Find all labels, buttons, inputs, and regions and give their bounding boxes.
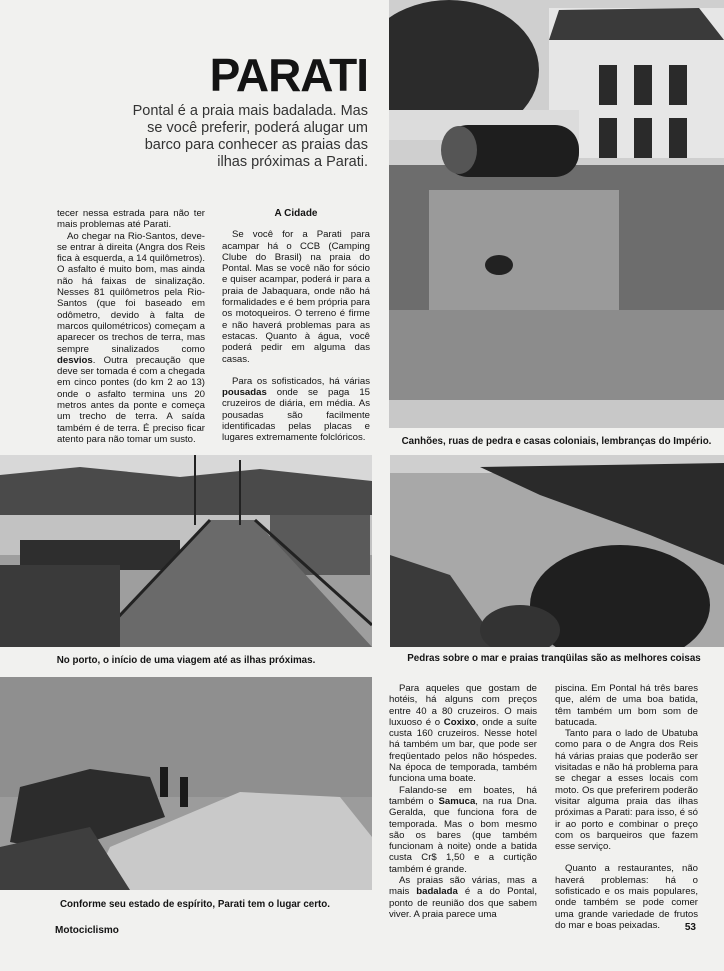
photo-coast xyxy=(0,677,372,890)
paragraph xyxy=(222,376,370,444)
text-run: . Outra precaução que deve ser tomada é com a chegada em cinco pontes (do km 2 ao 13) onde o asfalto termina uns 20 metros antes da ponte e começa um trecho de terra. A saída também é de terra. É preciso ficar atento para não tomar um susto. xyxy=(57,354,205,445)
photo-cannon xyxy=(389,0,724,428)
text-run: é a do Pontal, ponto de reunião dos que sabem viver. A praia parece uma xyxy=(389,886,537,920)
photo-rocks xyxy=(390,455,724,647)
text-run: Para aqueles que gostam de hotéis, há alguns com preços entre 40 a 80 cruzeiros. O mais luxuoso é o xyxy=(389,683,537,728)
text-run: , na rua Dna. Geralda, que funciona fora de temporada. Mas o bom mesmo são os bares (que também funcionam à noite) onde a batida custa Cr$ 1,50 e a curtição também é grande. xyxy=(389,795,537,875)
paragraph xyxy=(57,231,205,446)
bold-term: Samuca xyxy=(438,795,476,807)
caption-port: No porto, o início de uma viagem até as ilhas próximas. xyxy=(56,655,316,666)
caption-coast: Conforme seu estado de espírito, Parati tem o lugar certo. xyxy=(59,899,331,910)
text-run: Ao chegar na Rio-Santos, deve-se entrar à direita (Angra dos Reis fica à esquerda, a 14 quilômetros). O asfalto é muito bom, mas ainda não há faixas de sinalização. Nesses 81 quilômetros pela Rio-Santos (que foi baseado em odômetro, devido à falta de marcos quilométricos) começam a aparecer os trechos de terra, mas sempre sinalizados como xyxy=(57,230,205,355)
article-deck: Pontal é a praia mais badalada. Mas se você preferir, poderá alugar um barco para conhecer as praias das ilhas próximas a Parati. xyxy=(132,103,368,170)
paragraph xyxy=(389,785,537,875)
photo-port xyxy=(0,455,372,647)
bold-term: Coxixo xyxy=(443,716,476,728)
text-run: Falando-se em boates, há também o xyxy=(389,784,537,807)
text-column-4 xyxy=(555,683,698,931)
text-column-3 xyxy=(389,683,537,920)
section-heading: A Cidade xyxy=(274,208,318,219)
page-number: 53 xyxy=(684,922,696,933)
magazine-name: Motociclismo xyxy=(55,925,119,936)
text-run: Para os sofisticados, há várias xyxy=(232,375,370,387)
caption-cannon: Canhões, ruas de pedra e casas coloniais, lembranças do Império. xyxy=(401,436,712,447)
paragraph: Se você for a Parati para acampar há o CCB (Camping Clube do Brasil) na praia do Pontal. Mas se você não for sócio e quiser acampar, poderá ir para a praia de Jabaquara, onde não há formalidades e é bem própria para os motoqueiros. O terreno é firme e não haverá problemas para as estacas. Quanto à água, você poderá pedir em alguma das casas. xyxy=(222,229,370,365)
text-column-1 xyxy=(57,208,205,445)
bold-term: badalada xyxy=(416,886,458,898)
paragraph: Quanto a restaurantes, não haverá problemas: há o sofisticado e os mais populares, onde também se pode comer uma grande variedade de frutos do mar e boas peixadas. xyxy=(555,863,698,931)
bold-term: desvios xyxy=(57,354,93,366)
text-run: As praias são várias, mas a mais xyxy=(389,875,537,898)
paragraph: tecer nessa estrada para não ter mais problemas até Parati. xyxy=(57,208,205,231)
text-run: , onde a suíte custa 160 cruzeiros. Nesse hotel há também um bar, que pode ser freqüentado pelos não hóspedes. Na época de temporada, também funciona uma boate. xyxy=(389,716,537,785)
article-title: PARATI xyxy=(209,49,368,101)
text-column-2 xyxy=(222,208,370,444)
text-run: onde se paga 15 cruzeiros de diária, em média. As pousadas são facilmente identificadas pelas placas e lugares extremamente folclóricos. xyxy=(222,387,370,444)
caption-rocks: Pedras sobre o mar e praias tranqüilas são as melhores coisas xyxy=(407,653,701,664)
paragraph: piscina. Em Pontal há três bares que, além de uma boa batida, têm também um bom som de batucada. xyxy=(555,683,698,728)
bold-term: pousadas xyxy=(222,387,267,399)
paragraph xyxy=(389,683,537,785)
paragraph xyxy=(389,875,537,920)
paragraph: Tanto para o lado de Ubatuba como para o de Angra dos Reis há várias praias que poderão ser visitadas e não há problema para se chegar a esses locais com moto. Os que preferirem poderão visitar alguma praia das ilhas próximas a Parati: para isso, é só ir ao porto e combinar o preço com os barqueiros que fazem esse serviço. xyxy=(555,728,698,853)
